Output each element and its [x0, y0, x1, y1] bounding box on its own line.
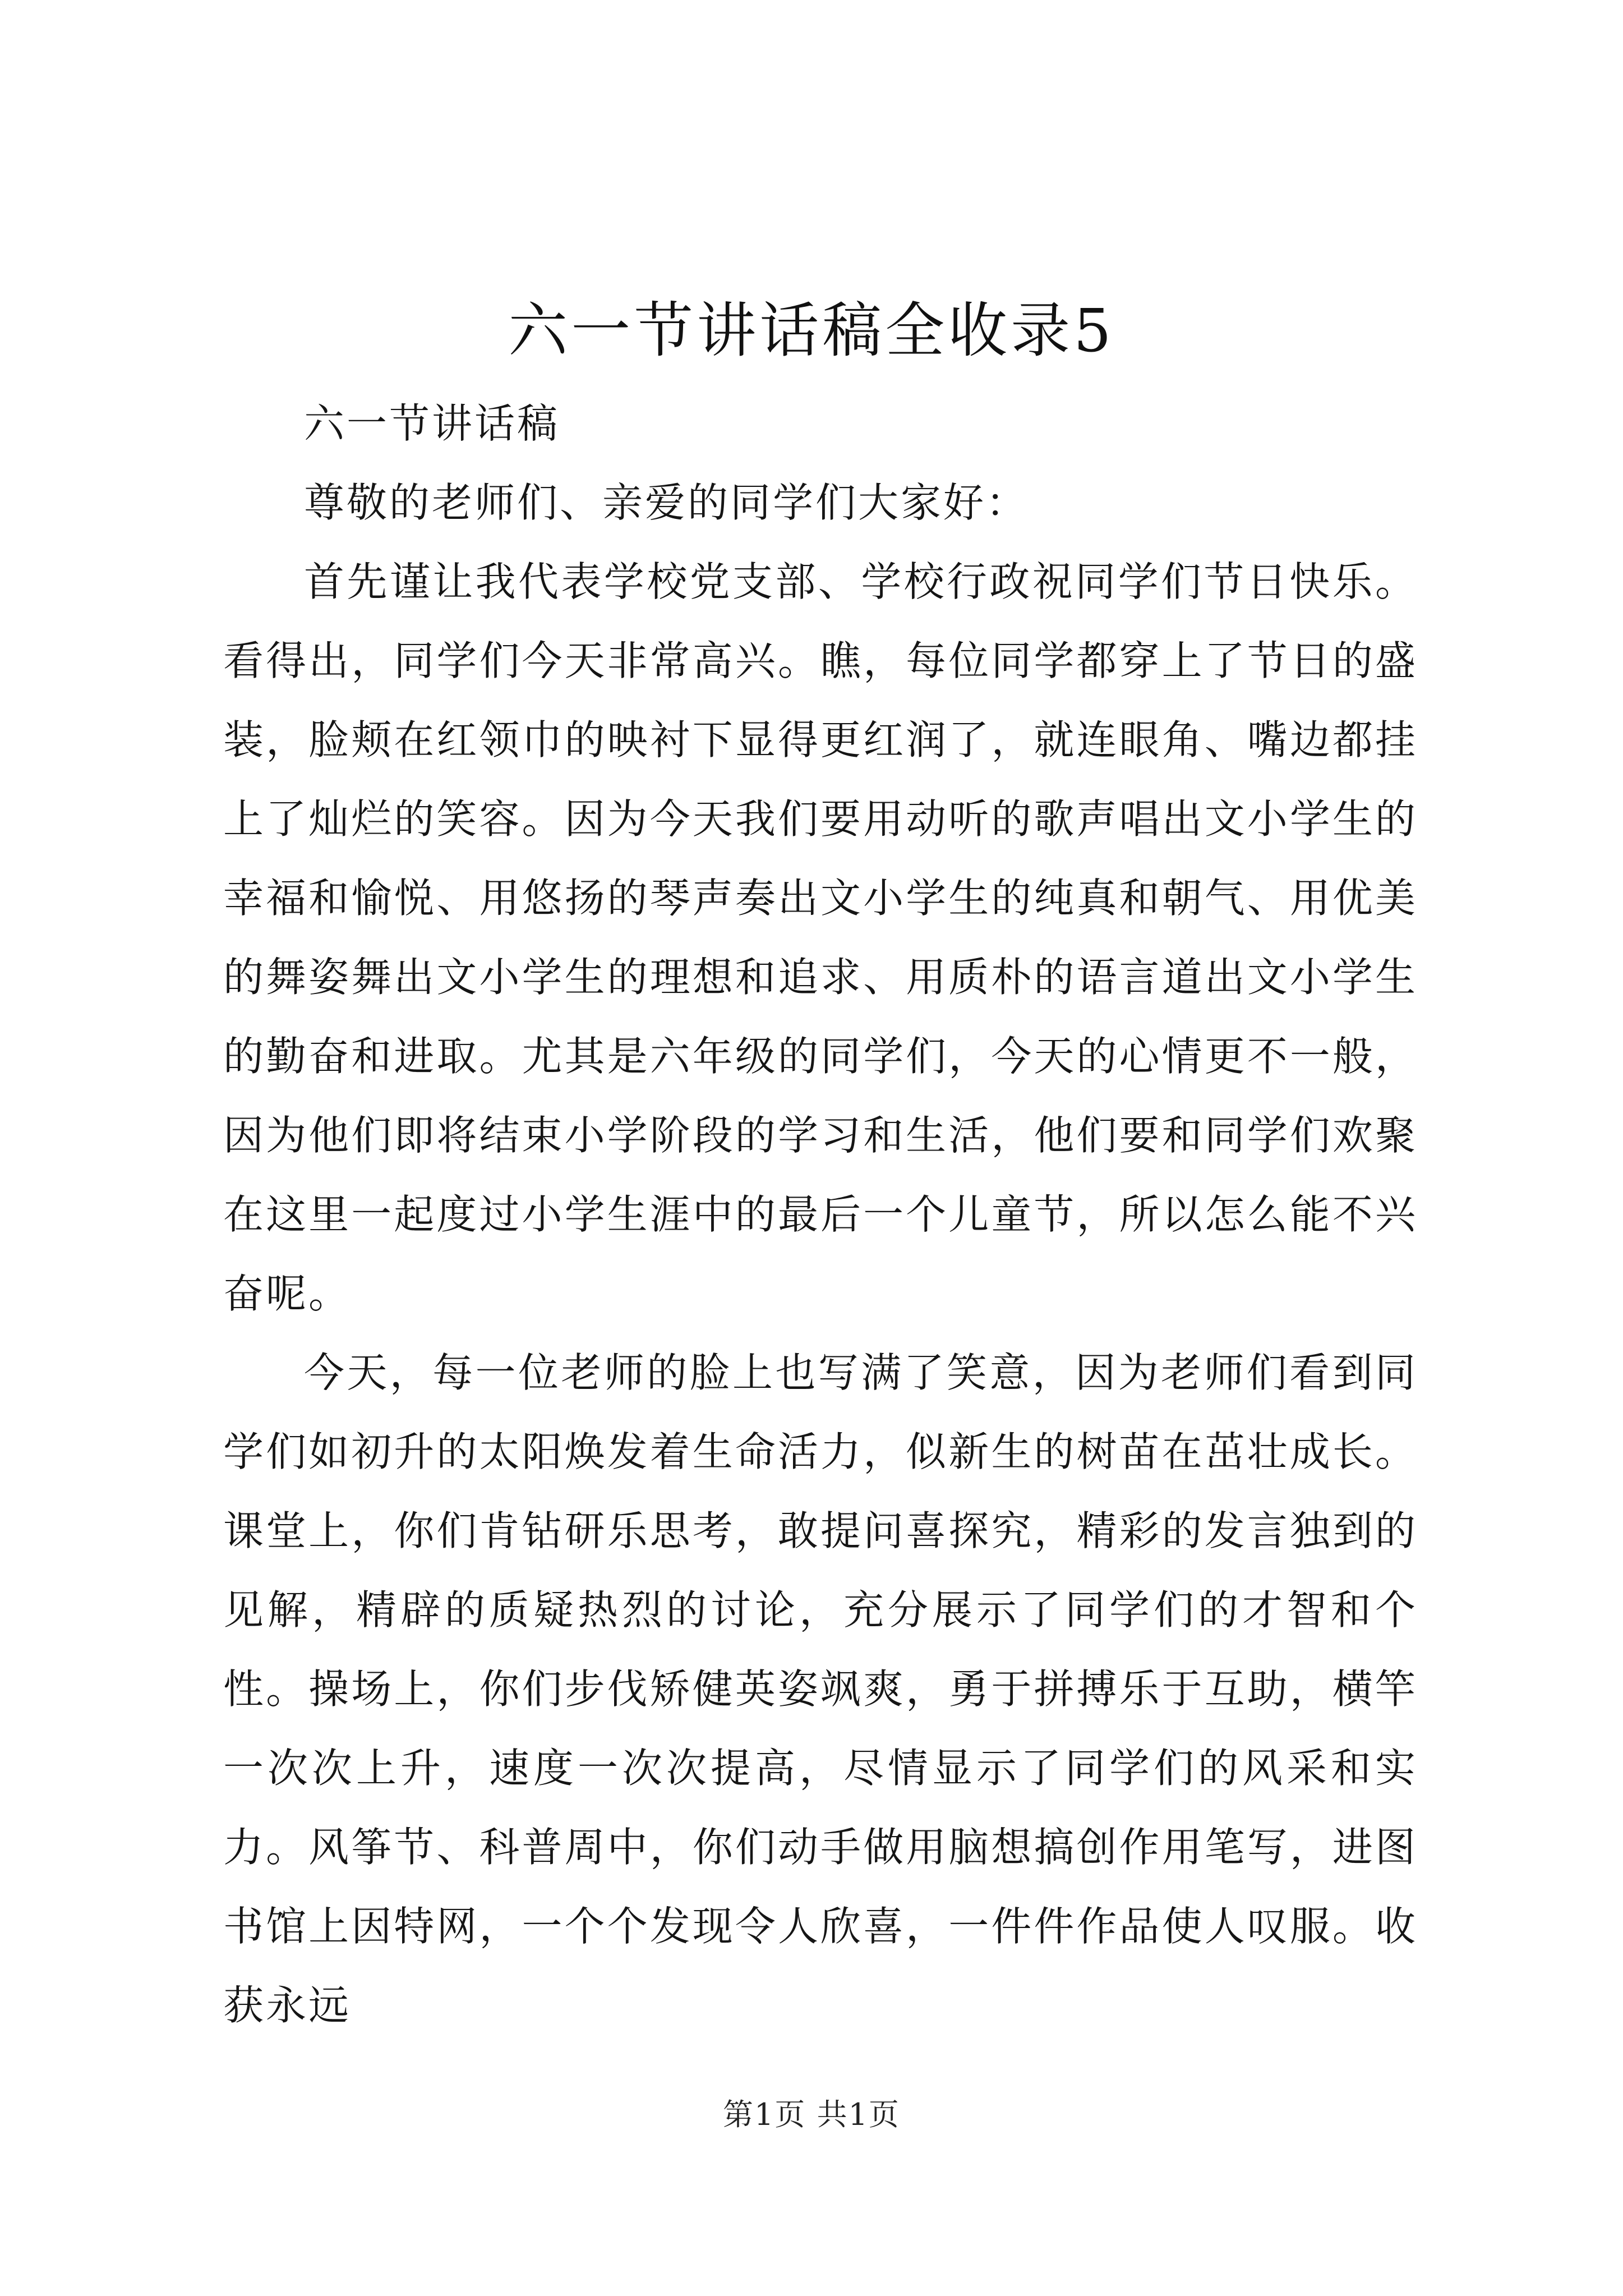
paragraph-body-2: 今天，每一位老师的脸上也写满了笑意，因为老师们看到同学们如初升的太阳焕发着生命活力，似新生的树苗在茁壮成长。课堂上，你们肯钻研乐思考，敢提问喜探究，精彩的发言独到的见解，精辟的质疑热烈的讨论，充分展示了同学们的才智和个性。操场上，你们步伐矫健英姿飒爽，勇于拼搏乐于互助，横竿一次次上升，速度一次次提高，尽情显示了同学们的风采和实力。风筝节、科普周中，你们动手做用脑想搞创作用笔写，进图书馆上因特网，一个个发现令人欣喜，一件件作品使人叹服。收获永远	[223, 1349, 1418, 2029]
paragraph-body-1: 首先谨让我代表学校党支部、学校行政祝同学们节日快乐。看得出，同学们今天非常高兴。瞧，每位同学都穿上了节日的盛装，脸颊在红领巾的映衬下显得更红润了，就连眼角、嘴边都挂上了灿烂的笑容。因为今天我们要用动听的歌声唱出文小学生的幸福和愉悦、用悠扬的琴声奏出文小学生的纯真和朝气、用优美的舞姿舞出文小学生的理想和追求、用质朴的语言道出文小学生的勤奋和进取。尤其是六年级的同学们，今天的心情更不一般，因为他们即将结束小学阶段的学习和生活，他们要和同学们欢聚在这里一起度过小学生涯中的最后一个儿童节，所以怎么能不兴奋呢。	[223, 558, 1418, 1317]
document-body	[223, 384, 1418, 2045]
document-title: 六一节讲话稿全收录5	[508, 296, 1115, 365]
page-footer: 第1页 共1页	[723, 2097, 900, 2132]
paragraph-greeting: 尊敬的老师们、亲爱的同学们大家好：	[304, 479, 1029, 526]
paragraph-heading: 六一节讲话稿	[304, 400, 560, 447]
